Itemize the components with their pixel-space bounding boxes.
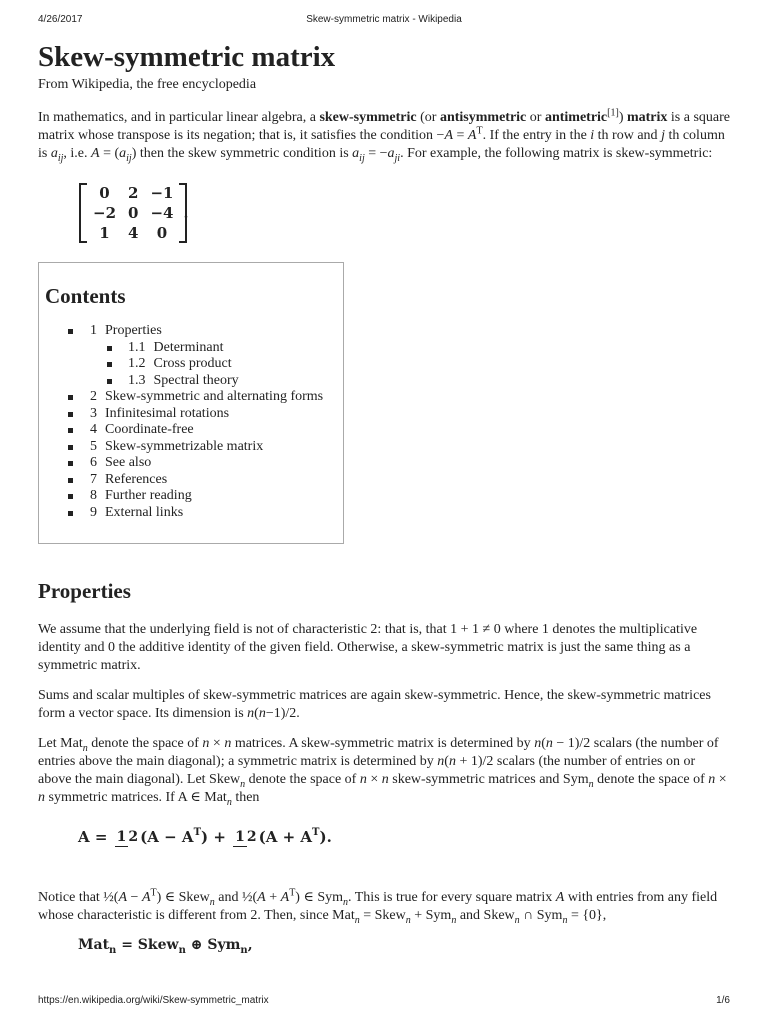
bullet-icon [68, 478, 73, 483]
link-skew-symmetric[interactable]: skew-symmetric [319, 110, 417, 125]
toc-list [45, 323, 343, 521]
example-matrix [79, 183, 730, 245]
matrix-cell: 0 [99, 184, 110, 202]
bullet-icon [68, 445, 73, 450]
print-date: 4/26/2017 [38, 14, 83, 25]
matrix-cell: −1 [150, 184, 174, 202]
print-url: https://en.wikipedia.org/wiki/Skew-symmetric_matrix [38, 995, 269, 1006]
properties-paragraph-3: Let Mat$_n$ denote the space of n × n matrices. A skew-symmetric matrix is determined by n(n − 1)/2 scalars (the number of entries above the main diagonal); a symmetric matrix is determined by n(n + 1)/2 scalars (the number of entries on or above the main diagonal). Let Skew$_n$ denote the space of n × n skew-symmetric matrices and Sym$_n$ denote the space of n × n symmetric matrices. If A ∈ Mat$_n$ then [38, 736, 727, 808]
toc-item-cross-product[interactable]: 1.2 Cross product [45, 356, 343, 373]
site-tagline: From Wikipedia, the free encyclopedia [38, 77, 257, 92]
matrix-entries [87, 183, 179, 243]
matrix-cell: 0 [156, 224, 168, 242]
article-content [38, 40, 731, 956]
direct-sum-formula: Mat$_n$ = Skew$_n$ ⊕ Sym$_n$, [78, 937, 253, 956]
toc-item-further-reading[interactable]: 8 Further reading [45, 488, 343, 505]
section-heading-properties: Properties [38, 579, 131, 603]
toc-item-references[interactable]: 7 References [45, 472, 343, 489]
matrix-cell: 1 [99, 224, 110, 242]
matrix-brackets [79, 183, 187, 243]
bullet-icon [68, 395, 73, 400]
decomposition-formula: A = 1 2 $(A - A^T) + 1$ 2 $(A + A^T)$. [78, 827, 332, 846]
bullet-icon [107, 362, 112, 367]
intro-paragraph: In mathematics, and in particular linear algebra, a skew-symmetric (or antisymmetric or antimetric[1]) matrix is a square matrix whose transpose is its negation; that is, it satisfies the condition $-A = A^T$. If the entry in the i th row and j th column is $a_{ij}$, i.e. $A = (a_{ij})$ then the skew symmetric condition is $a_{ij} = -a_{ji}$. For example, the following matrix is skew-symmetric: [38, 107, 731, 164]
properties-paragraph-1: We assume that the underlying field is not of characteristic 2: that is, that 1 + 1 ≠ 0 where 1 denotes the multiplicative identity and 0 the additive identity of the given field. Otherwise, a skew-symmetric matrix is just the same thing as a symmetric matrix. [38, 622, 698, 673]
bullet-icon [107, 346, 112, 351]
bullet-icon [68, 412, 73, 417]
toc-item-properties[interactable]: 1 Properties [45, 323, 343, 340]
properties-paragraph-4: Notice that ½(A − $A^T$) ∈ Skew$_n$ and ½(A + $A^T$) ∈ Sym$_n$. This is true for every square matrix A with entries from any field whose characteristic is different from 2. Then, since Mat$_n$ = Skew$_n$ + Sym$_n$ and Skew$_n$ ∩ Sym$_n$ = {0}, [38, 887, 718, 926]
print-footer [38, 995, 730, 1011]
bullet-icon [107, 379, 112, 384]
print-page-title: Skew-symmetric matrix - Wikipedia [306, 14, 462, 25]
toc-item-external-links[interactable]: 9 External links [45, 505, 343, 522]
bullet-icon [68, 461, 73, 466]
toc-title: Contents [45, 284, 126, 308]
matrix-cell: −4 [150, 204, 174, 222]
bullet-icon [68, 494, 73, 499]
print-header [38, 14, 730, 30]
matrix-cell: 4 [128, 224, 139, 242]
bullet-icon [68, 329, 73, 334]
toc-item-determinant[interactable]: 1.1 Determinant [45, 340, 343, 357]
matrix-period: . [184, 205, 188, 222]
toc-item-spectral-theory[interactable]: 1.3 Spectral theory [45, 373, 343, 390]
toc-item-skew-symmetrizable[interactable]: 5 Skew-symmetrizable matrix [45, 439, 343, 456]
bullet-icon [68, 511, 73, 516]
matrix-cell: −2 [93, 204, 117, 222]
toc-item-see-also[interactable]: 6 See also [45, 455, 343, 472]
page-number: 1/6 [716, 995, 730, 1006]
matrix-cell: 2 [128, 184, 139, 202]
reference-link-1[interactable]: [1] [607, 107, 619, 119]
matrix-cell: 0 [128, 204, 139, 222]
toc-item-infinitesimal-rotations[interactable]: 3 Infinitesimal rotations [45, 406, 343, 423]
table-of-contents [38, 262, 344, 544]
bullet-icon [68, 428, 73, 433]
properties-paragraph-2: Sums and scalar multiples of skew-symmetric matrices are again skew-symmetric. Hence, the skew-symmetric matrices form a vector space. Its dimension is n(n−1)/2. [38, 688, 711, 721]
page-title: Skew-symmetric matrix [38, 41, 336, 73]
toc-item-coordinate-free[interactable]: 4 Coordinate-free [45, 422, 343, 439]
toc-item-alternating-forms[interactable]: 2 Skew-symmetric and alternating forms [45, 389, 343, 406]
